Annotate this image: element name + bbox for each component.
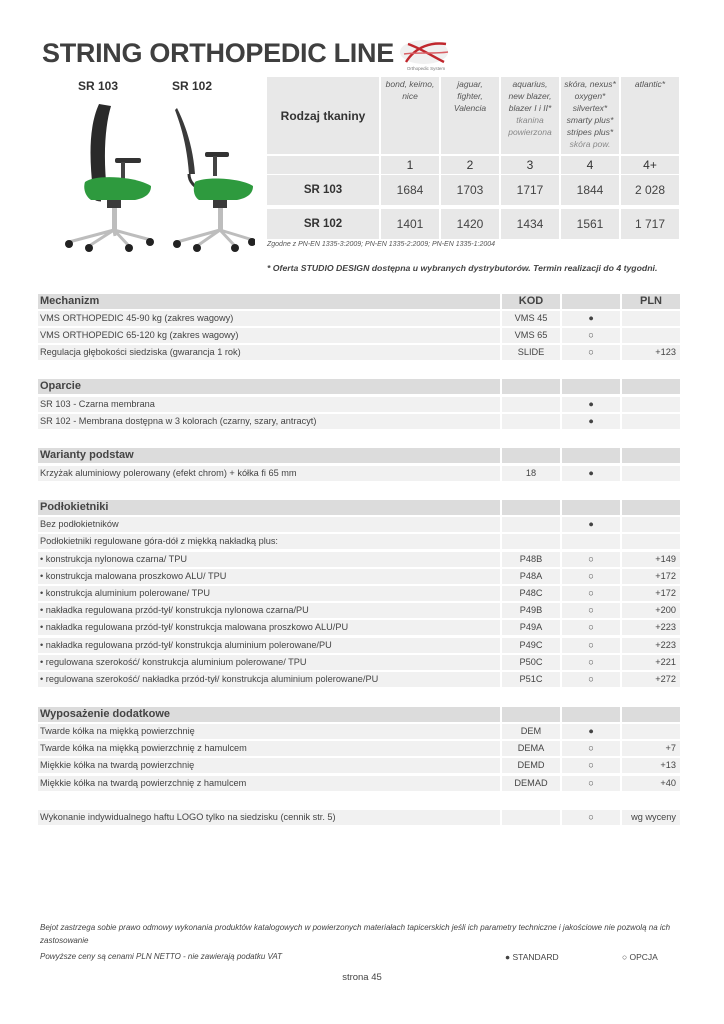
row-code <box>502 414 560 429</box>
price-column-header <box>622 500 680 515</box>
code-column-header: KOD <box>502 294 560 309</box>
price-cell: 1844 <box>561 175 619 205</box>
row-availability-mark: ○ <box>562 328 620 343</box>
row-availability-mark: ○ <box>562 603 620 618</box>
row-availability-mark: ○ <box>562 345 620 360</box>
row-code: P48B <box>502 552 560 567</box>
section-title: Mechanizm <box>38 294 500 309</box>
row-availability-mark: ○ <box>562 672 620 687</box>
group-number: 4 <box>561 156 619 174</box>
price-cell: 2 028 <box>621 175 679 205</box>
row-description: Regulacja głębokości siedziska (gwarancja 1 rok) <box>38 345 500 360</box>
row-code: VMS 65 <box>502 328 560 343</box>
row-availability-mark: ○ <box>562 758 620 773</box>
row-description: SR 103 - Czarna membrana <box>38 397 500 412</box>
row-description: Krzyżak aluminiowy polerowany (efekt chrom) + kółka fi 65 mm <box>38 466 500 481</box>
logo-caption: Orthopedic System <box>406 66 446 71</box>
row-description: Miękkie kółka na twardą powierzchnię z hamulcem <box>38 776 500 791</box>
row-code: P51C <box>502 672 560 687</box>
row-availability-mark: ○ <box>562 552 620 567</box>
model-label-sr102: SR 102 <box>172 79 213 93</box>
row-description: • nakładka regulowana przód-tył/ konstrukcja aluminium polerowane/PU <box>38 638 500 653</box>
price-row-model-sr103: SR 103 <box>267 175 379 205</box>
group-number: 2 <box>441 156 499 174</box>
row-description: • nakładka regulowana przód-tył/ konstrukcja nylonowa czarna/PU <box>38 603 500 618</box>
row-description: Podłokietniki regulowane góra-dół z miękką nakładką plus: <box>38 534 500 549</box>
chair-sr103-image <box>55 96 155 256</box>
row-description: VMS ORTHOPEDIC 65-120 kg (zakres wagowy) <box>38 328 500 343</box>
row-description: • konstrukcja malowana proszkowo ALU/ TPU <box>38 569 500 584</box>
row-availability-mark: ○ <box>562 655 620 670</box>
legend-option: ○ OPCJA <box>622 952 658 962</box>
mark-column-header <box>562 500 620 515</box>
row-description: • konstrukcja aluminium polerowane/ TPU <box>38 586 500 601</box>
row-code: P48C <box>502 586 560 601</box>
row-description: Wykonanie indywidualnego haftu LOGO tylko na siedzisku (cennik str. 5) <box>38 810 500 825</box>
mark-column-header <box>562 707 620 722</box>
row-code: P49A <box>502 620 560 635</box>
row-price: +223 <box>622 620 680 635</box>
norm-note: Zgodne z PN-EN 1335-3:2009; PN-EN 1335-2:2009; PN-EN 1335-1:2004 <box>267 241 496 248</box>
row-price: +13 <box>622 758 680 773</box>
row-description: Miękkie kółka na twardą powierzchnię <box>38 758 500 773</box>
model-label-sr103: SR 103 <box>78 79 119 93</box>
fabric-group-4-header: skóra, nexus* oxygen* silvertex* smarty plus* stripes plus* skóra pow. <box>561 77 619 154</box>
code-column-header <box>502 500 560 515</box>
row-code: DEMA <box>502 741 560 756</box>
row-description: • regulowana szerokość/ nakładka przód-tył/ konstrukcja aluminium polerowane/PU <box>38 672 500 687</box>
fabric-group-3-header: aquarius, new blazer, blazer I i II* tkanina powierzona <box>501 77 559 154</box>
price-cell: 1684 <box>381 175 439 205</box>
row-availability-mark: ● <box>562 397 620 412</box>
section-title: Wyposażenie dodatkowe <box>38 707 500 722</box>
row-availability-mark: ○ <box>562 586 620 601</box>
row-availability-mark: ○ <box>562 620 620 635</box>
disclaimer-note: Bejot zastrzega sobie prawo odmowy wykonania produktów katalogowych w powierzonych materiałach tapicerskich jeśli ich parametry techniczne i jakościowe nie pozwolą na ich zastosowanie <box>40 923 671 945</box>
row-code: DEM <box>502 724 560 739</box>
row-description: • konstrukcja nylonowa czarna/ TPU <box>38 552 500 567</box>
row-price: +223 <box>622 638 680 653</box>
price-cell: 1401 <box>381 209 439 239</box>
row-code <box>502 517 560 532</box>
string-logo-icon <box>398 36 454 74</box>
row-code: P49C <box>502 638 560 653</box>
code-column-header <box>502 707 560 722</box>
row-price <box>622 517 680 532</box>
price-cell: 1717 <box>501 175 559 205</box>
section-title: Warianty podstaw <box>38 448 500 463</box>
chair-sr102-image <box>155 96 255 256</box>
row-availability-mark: ○ <box>562 638 620 653</box>
row-availability-mark: ● <box>562 414 620 429</box>
price-column-header <box>622 448 680 463</box>
price-column-header <box>622 379 680 394</box>
row-code: 18 <box>502 466 560 481</box>
row-description: • nakładka regulowana przód-tył/ konstrukcja malowana proszkowo ALU/PU <box>38 620 500 635</box>
row-description: VMS ORTHOPEDIC 45-90 kg (zakres wagowy) <box>38 311 500 326</box>
code-column-header <box>502 379 560 394</box>
row-price: +221 <box>622 655 680 670</box>
row-price: +123 <box>622 345 680 360</box>
row-description: Bez podłokietników <box>38 517 500 532</box>
group-number: 4+ <box>621 156 679 174</box>
fabric-group-5-header: atlantic* <box>621 77 679 154</box>
row-price <box>622 466 680 481</box>
row-code: P50C <box>502 655 560 670</box>
section-title: Oparcie <box>38 379 500 394</box>
code-column-header <box>502 448 560 463</box>
offer-note: * Oferta STUDIO DESIGN dostępna u wybranych dystrybutorów. Termin realizacji do 4 tygodni. <box>267 263 658 273</box>
row-price: +149 <box>622 552 680 567</box>
row-code <box>502 397 560 412</box>
row-price <box>622 724 680 739</box>
row-price <box>622 311 680 326</box>
price-cell: 1703 <box>441 175 499 205</box>
price-cell: 1420 <box>441 209 499 239</box>
row-code: SLIDE <box>502 345 560 360</box>
row-description: Twarde kółka na miękką powierzchnię z hamulcem <box>38 741 500 756</box>
page-title: STRING ORTHOPEDIC LINE <box>42 38 394 68</box>
fabric-type-label: Rodzaj tkaniny <box>267 77 379 154</box>
row-price <box>622 328 680 343</box>
price-cell: 1561 <box>561 209 619 239</box>
row-price <box>622 397 680 412</box>
group-number: 1 <box>381 156 439 174</box>
price-table-spacer <box>267 156 379 174</box>
fabric-group-2-header: jaguar, fighter, Valencia <box>441 77 499 154</box>
section-title: Podłokietniki <box>38 500 500 515</box>
row-price <box>622 414 680 429</box>
row-price <box>622 534 680 549</box>
price-column-header: PLN <box>622 294 680 309</box>
row-availability-mark: ○ <box>562 569 620 584</box>
row-description: • regulowana szerokość/ konstrukcja aluminium polerowane/ TPU <box>38 655 500 670</box>
row-availability-mark: ● <box>562 724 620 739</box>
row-price: wg wyceny <box>622 810 680 825</box>
row-code: P48A <box>502 569 560 584</box>
row-code: DEMAD <box>502 776 560 791</box>
mark-column-header <box>562 294 620 309</box>
row-price: +40 <box>622 776 680 791</box>
row-availability-mark <box>562 534 620 549</box>
row-code: P49B <box>502 603 560 618</box>
price-cell: 1434 <box>501 209 559 239</box>
vat-note: Powyższe ceny są cenami PLN NETTO - nie zawierają podatku VAT <box>40 952 283 961</box>
fabric-group-1-header: bond, keimo, nice <box>381 77 439 154</box>
row-code: VMS 45 <box>502 311 560 326</box>
row-availability-mark: ● <box>562 466 620 481</box>
row-availability-mark: ○ <box>562 741 620 756</box>
row-availability-mark: ○ <box>562 810 620 825</box>
price-cell: 1 717 <box>621 209 679 239</box>
row-availability-mark: ● <box>562 311 620 326</box>
row-price: +7 <box>622 741 680 756</box>
row-description: SR 102 - Membrana dostępna w 3 kolorach (czarny, szary, antracyt) <box>38 414 500 429</box>
mark-column-header <box>562 379 620 394</box>
row-price: +272 <box>622 672 680 687</box>
price-row-model-sr102: SR 102 <box>267 209 379 239</box>
row-code <box>502 534 560 549</box>
row-description: Twarde kółka na miękką powierzchnię <box>38 724 500 739</box>
legend-standard: ● STANDARD <box>505 952 559 962</box>
row-availability-mark: ● <box>562 517 620 532</box>
row-availability-mark: ○ <box>562 776 620 791</box>
group-number: 3 <box>501 156 559 174</box>
page-number: strona 45 <box>342 972 382 983</box>
row-code <box>502 810 560 825</box>
price-column-header <box>622 707 680 722</box>
row-price: +172 <box>622 569 680 584</box>
row-code: DEMD <box>502 758 560 773</box>
mark-column-header <box>562 448 620 463</box>
row-price: +172 <box>622 586 680 601</box>
row-price: +200 <box>622 603 680 618</box>
